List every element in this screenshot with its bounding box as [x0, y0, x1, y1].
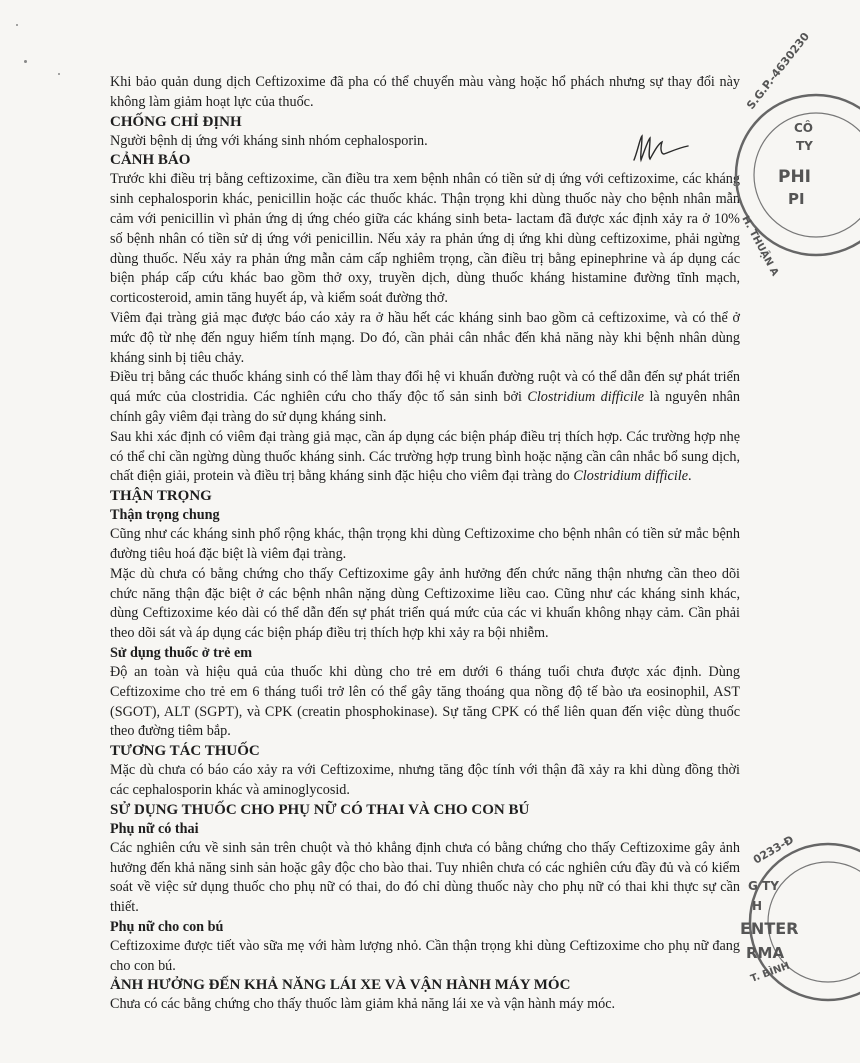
warnings-paragraph-4 — [110, 428, 740, 487]
driving-paragraph: Chưa có các bằng chứng cho thấy thuốc làm giảm khả năng lái xe và vận hành máy móc. — [110, 996, 616, 1013]
warnings-paragraph-2: Viêm đại tràng giả mạc được báo cáo xảy ra ở hầu hết các kháng sinh bao gồm cả ceftizoxime, và có thể ở mức độ từ nhẹ đến nguy hiểm tính mạng. Do đó, cần phải cân nhắc đến khả năng này khi bệnh nhân dùng kháng sinh bị tiêu chảy. — [110, 309, 740, 366]
scan-speck — [24, 60, 27, 63]
warnings-heading: CẢNH BÁO — [110, 152, 191, 169]
warnings-paragraph-1: Trước khi điều trị bằng ceftizoxime, cần điều tra xem bệnh nhân có tiền sử dị ứng với ceftizoxime, các kháng sinh cephalosporin khác, penicillin hoặc các thuốc khác. Thận trọng khi dùng thuốc này cho bệnh nhân mẫn cảm với penicillin vì phản ứng dị ứng chéo giữa các kháng sinh beta- lactam đã được xác định xảy ra ở 10% số bệnh nhân có tiền sử dị ứng với penicillin. Nếu xảy ra phản ứng dị ứng khi dùng ceftizoxime, phải ngừng dùng thuốc. Nếu xảy ra phản ứng mẫn cảm cấp nghiêm trọng, cần điều trị bằng epinephrine và áp dụng các biện pháp cấp cứu khác bao gồm thở oxy, truyền dịch, dùng thuốc kháng histamine đường tĩnh mạch, corticosteroid, amin tăng huyết áp, và kiểm soát đường thở. — [110, 171, 740, 307]
stamp-text-line: PHI — [778, 167, 812, 187]
lactation-paragraph: Ceftizoxime được tiết vào sữa mẹ với hàm lượng nhỏ. Cần thận trọng khi dùng Ceftizoxime cho phụ nữ đang cho con bú. — [110, 937, 740, 974]
stamp-text-line: H — [752, 899, 763, 913]
general-precautions-paragraph-1: Cũng như các kháng sinh phổ rộng khác, thận trọng khi dùng Ceftizoxime cho bệnh nhân có tiền sử mắc bệnh đường tiêu hoá đặc biệt là viêm đại tràng. — [110, 526, 740, 562]
precautions-heading: THẬN TRỌNG — [110, 488, 212, 505]
organism-name: Clostridium difficile — [573, 468, 689, 485]
warnings-p3-text-a: Điều trị bằng các thuốc kháng sinh có thể làm thay đổi hệ vi khuẩn đường ruột và có thể dẫn đến sự phát triển quá mức của clostridia. Các nghiên cứu cho thấy độc tố sản sinh bởi — [110, 369, 740, 406]
warnings-p4-text-a: Sau khi xác định có viêm đại tràng giả mạc, cần áp dụng các biện pháp điều trị thích hợp. Các trường hợp nhẹ có thể chỉ cần ngừng dùng thuốc kháng sinh. Các trường hợp trung bình hoặc nặng cần cân nhắc bổ sung dịch, chất điện giải, protein và điều trị bằng kháng sinh đặc hiệu cho viêm đại tràng do — [110, 428, 740, 485]
stamp-district-text: T. BÌNH — [749, 960, 792, 985]
scan-speck — [58, 73, 60, 75]
pregnancy-paragraph: Các nghiên cứu về sinh sản trên chuột và thỏ khẳng định chưa có bằng chứng cho thấy Ceftizoxime gây ảnh hưởng đến khả năng sinh sản hoặc gây độc cho bào thai. Tuy nhiên chưa có các nghiên cứu đầy đủ và có kiểm soát về việc sử dụng thuốc cho phụ nữ có thai, do đó chỉ dùng thuốc này cho phụ nữ có thai khi thực sự cần thiết. — [110, 839, 740, 916]
driving-heading: ẢNH HƯỞNG ĐẾN KHẢ NĂNG LÁI XE VÀ VẬN HÀNH MÁY MÓC — [110, 977, 571, 994]
contraindications-heading: CHỐNG CHỈ ĐỊNH — [110, 113, 242, 130]
organism-name: Clostridium difficile — [527, 389, 644, 406]
scan-speck — [16, 24, 18, 26]
pediatric-use-heading: Sử dụng thuốc ở trẻ em — [110, 644, 253, 661]
contraindications-text: Người bệnh dị ứng với kháng sinh nhóm cephalosporin. — [110, 132, 428, 149]
stamp-registration-number: 0233-Đ — [751, 833, 796, 867]
pregnancy-subheading: Phụ nữ có thai — [110, 820, 199, 837]
document-body — [110, 73, 740, 1015]
handwritten-signature — [628, 130, 708, 170]
stamp-text-line: ENTER — [740, 919, 799, 938]
stamp-registration-number: S.G.P.-4630230 — [744, 30, 813, 112]
general-precautions-heading: Thận trọng chung — [110, 507, 220, 524]
general-precautions-paragraph-2: Mặc dù chưa có bằng chứng cho thấy Ceftizoxime gây ảnh hưởng đến chức năng thận nhưng cần theo dõi chức năng thận đặc biệt ở các bệnh nhân nặng dùng Ceftizoxime liều cao. Cũng như các kháng sinh khác, dùng Ceftizoxime kéo dài có thể dẫn đến sự phát triển quá mức của các vi khuẩn không nhạy cảm. Cần phải theo dõi sát và áp dụng các biện pháp điều trị thích hợp khi xảy ra bội nhiễm. — [110, 565, 740, 642]
pregnancy-lactation-heading: SỬ DỤNG THUỐC CHO PHỤ NỮ CÓ THAI VÀ CHO CON BÚ — [110, 801, 530, 818]
lactation-subheading: Phụ nữ cho con bú — [110, 918, 224, 935]
interactions-paragraph: Mặc dù chưa có báo cáo xảy ra với Ceftizoxime, nhưng tăng độc tính với thận đã xảy ra khi dùng đồng thời các cephalosporin khác và aminoglycosid. — [110, 762, 740, 798]
stamp-district-text: H. THUẬN A — [739, 214, 781, 278]
stamp-text-line: G TY — [748, 879, 779, 893]
warnings-paragraph-3 — [110, 368, 740, 427]
interactions-heading: TƯƠNG TÁC THUỐC — [110, 743, 260, 760]
stamp-text-line: PI — [788, 190, 805, 208]
warnings-p4-text-b: . — [688, 468, 692, 485]
stamp-text-line: RMA — [746, 944, 785, 962]
intro-paragraph: Khi bảo quản dung dịch Ceftizoxime đã pha có thể chuyển màu vàng hoặc hổ phách nhưng sự thay đổi này không làm giảm hoạt lực của thuốc. — [110, 74, 740, 110]
stamp-text-line: TY — [796, 139, 813, 153]
warnings-p3-text-b: là nguyên nhân chính gây viêm đại tràng do sử dụng kháng sinh. — [110, 389, 740, 425]
company-stamp-top — [730, 30, 860, 280]
pediatric-use-paragraph: Độ an toàn và hiệu quả của thuốc khi dùng cho trẻ em dưới 6 tháng tuổi chưa được xác định. Dùng Ceftizoxime cho trẻ em 6 tháng tuổi trở lên có thể gây tăng thoáng qua nồng độ tế bào ưa eosinophil, AST (SGOT), ALT (SGPT), và CPK (creatin phosphokinase). Sự tăng CPK có thể liên quan đến việc dùng thuốc theo đường tiêm bắp. — [110, 663, 740, 740]
stamp-text-line: CÔ — [794, 121, 814, 135]
company-stamp-bottom — [738, 830, 858, 1010]
